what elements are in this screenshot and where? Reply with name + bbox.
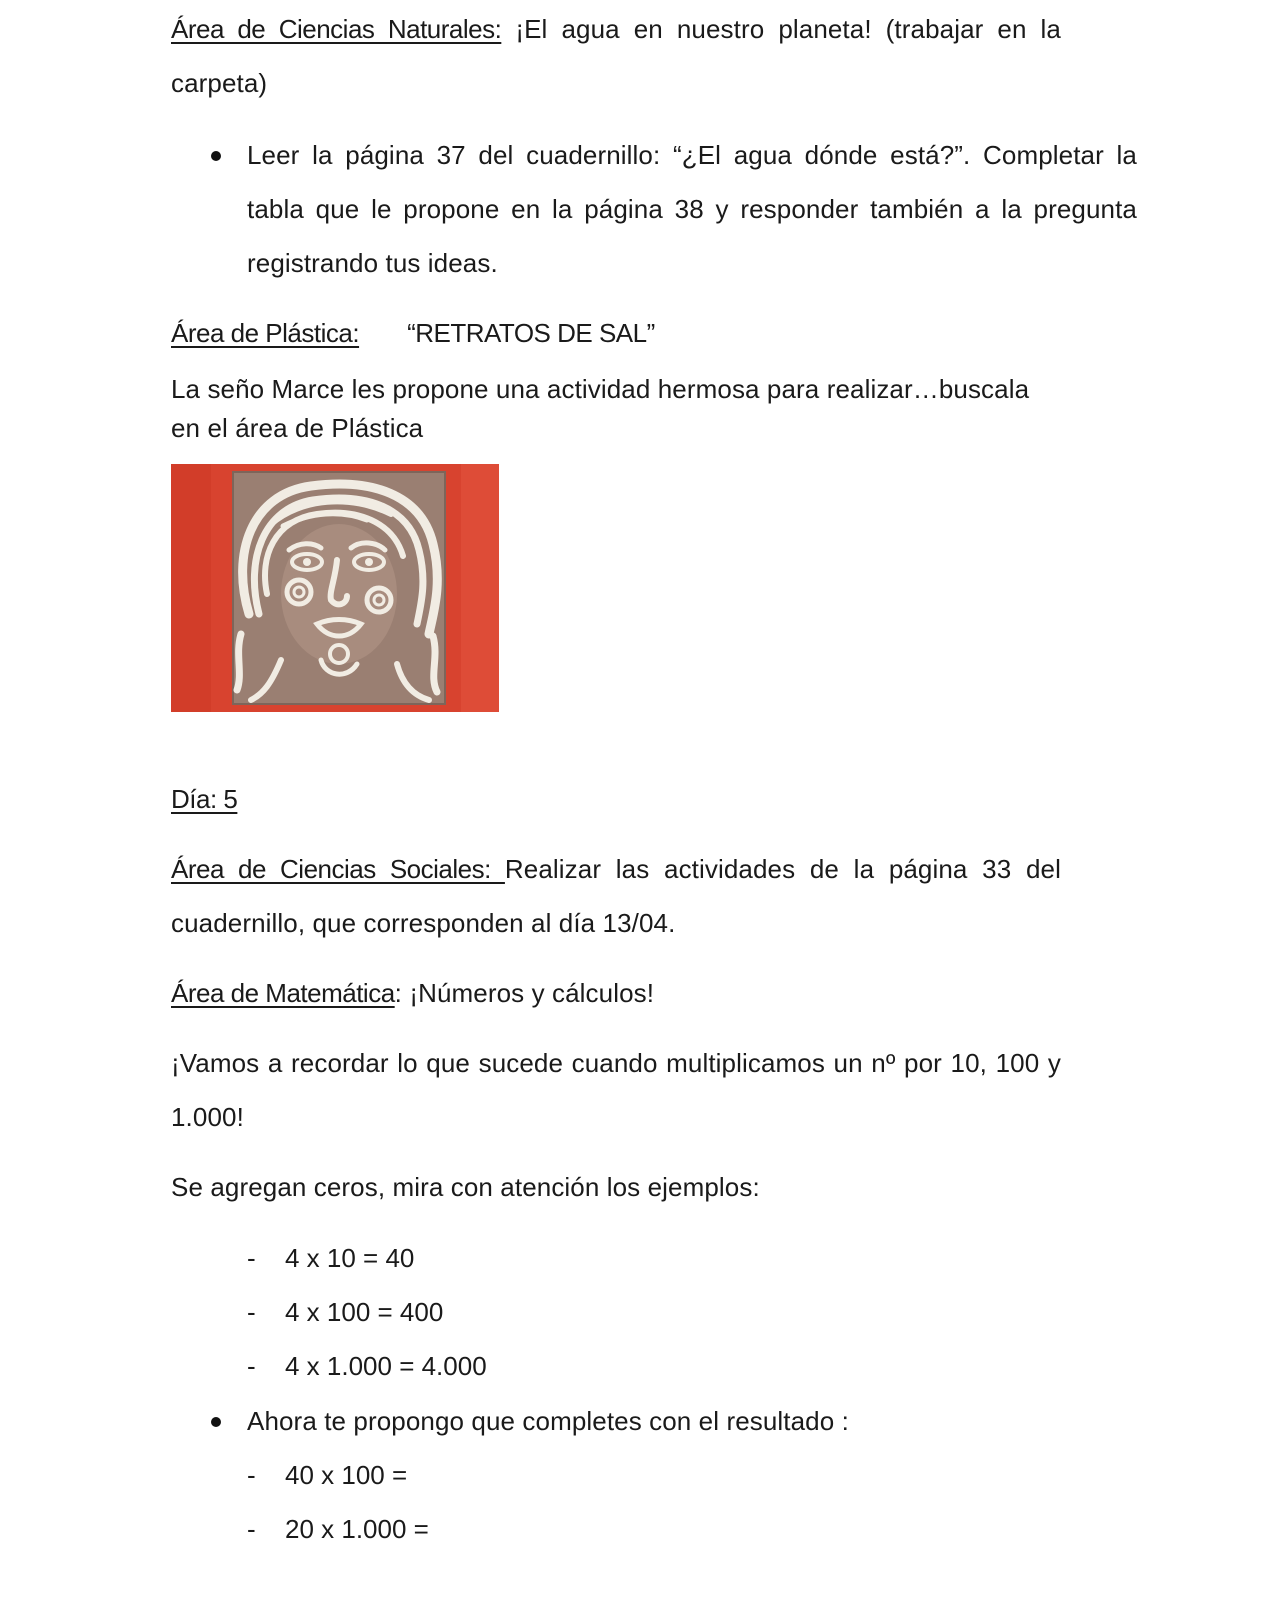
salt-dough-face-picture	[171, 464, 499, 712]
sociales-text: Realizar las actividades de la página 33 del cuadernillo, que corresponden al día 13/04.	[171, 854, 1061, 938]
bullet-icon	[211, 1417, 221, 1427]
exercise-text: 40 x 100 =	[285, 1460, 408, 1490]
naturales-paragraph	[171, 2, 1061, 110]
naturales-bullet-text: Leer la página 37 del cuadernillo: “¿El agua dónde está?”. Completar la tabla que le propone en la página 38 y responder también a la pregunta registrando tus ideas.	[247, 140, 1137, 278]
exercises-list	[171, 1448, 1061, 1556]
salt-portrait-image	[171, 464, 499, 712]
dash-icon: -	[247, 1297, 256, 1327]
day-label: Día: 5	[171, 784, 238, 814]
section-matematica	[171, 966, 1061, 1020]
section-plastica-header	[171, 306, 1061, 360]
naturales-bullet-item	[171, 128, 1137, 290]
exercise-item	[171, 1502, 1061, 1556]
naturales-text: ¡El agua en nuestro planeta! (trabajar en la carpeta)	[171, 14, 1061, 98]
examples-intro-text: Se agregan ceros, mira con atención los ejemplos:	[171, 1172, 760, 1202]
matematica-heading-line	[171, 966, 1061, 1020]
matematica-intro	[171, 1036, 1061, 1144]
example-text: 4 x 10 = 40	[285, 1243, 415, 1273]
matematica-heading: Área de Matemática	[171, 978, 395, 1008]
dash-icon: -	[247, 1243, 256, 1273]
exercise-text: 20 x 1.000 =	[285, 1514, 429, 1544]
plastica-heading: Área de Plástica:	[171, 318, 360, 348]
matematica-heading-suffix: : ¡Números y cálculos!	[394, 978, 655, 1008]
naturales-heading: Área de Ciencias Naturales:	[171, 14, 502, 44]
example-item	[171, 1285, 1061, 1339]
example-text: 4 x 1.000 = 4.000	[285, 1351, 487, 1381]
dash-icon: -	[247, 1460, 256, 1490]
section-ciencias-naturales	[171, 2, 1061, 110]
plastica-description	[171, 370, 1041, 448]
plastica-title: “RETRATOS DE SAL”	[407, 318, 655, 348]
examples-list	[171, 1231, 1061, 1393]
plastica-text: La seño Marce les propone una actividad hermosa para realizar…buscala en el área de Plástica	[171, 374, 1030, 443]
bullet-icon	[211, 151, 221, 161]
exercise-item	[171, 1448, 1061, 1502]
day-header	[171, 772, 237, 826]
example-text: 4 x 100 = 400	[285, 1297, 444, 1327]
example-item	[171, 1231, 1061, 1285]
matematica-bullet-text: Ahora te propongo que completes con el resultado :	[247, 1406, 849, 1436]
dash-icon: -	[247, 1351, 256, 1381]
sociales-paragraph	[171, 842, 1061, 950]
sociales-heading: Área de Ciencias Sociales:	[171, 854, 505, 884]
matematica-bullet-item	[171, 1394, 1137, 1448]
matematica-examples-intro	[171, 1160, 1061, 1214]
example-item	[171, 1339, 1061, 1393]
dash-icon: -	[247, 1514, 256, 1544]
matematica-intro-text: ¡Vamos a recordar lo que sucede cuando multiplicamos un nº por 10, 100 y 1.000!	[171, 1048, 1061, 1132]
section-ciencias-sociales	[171, 842, 1061, 950]
